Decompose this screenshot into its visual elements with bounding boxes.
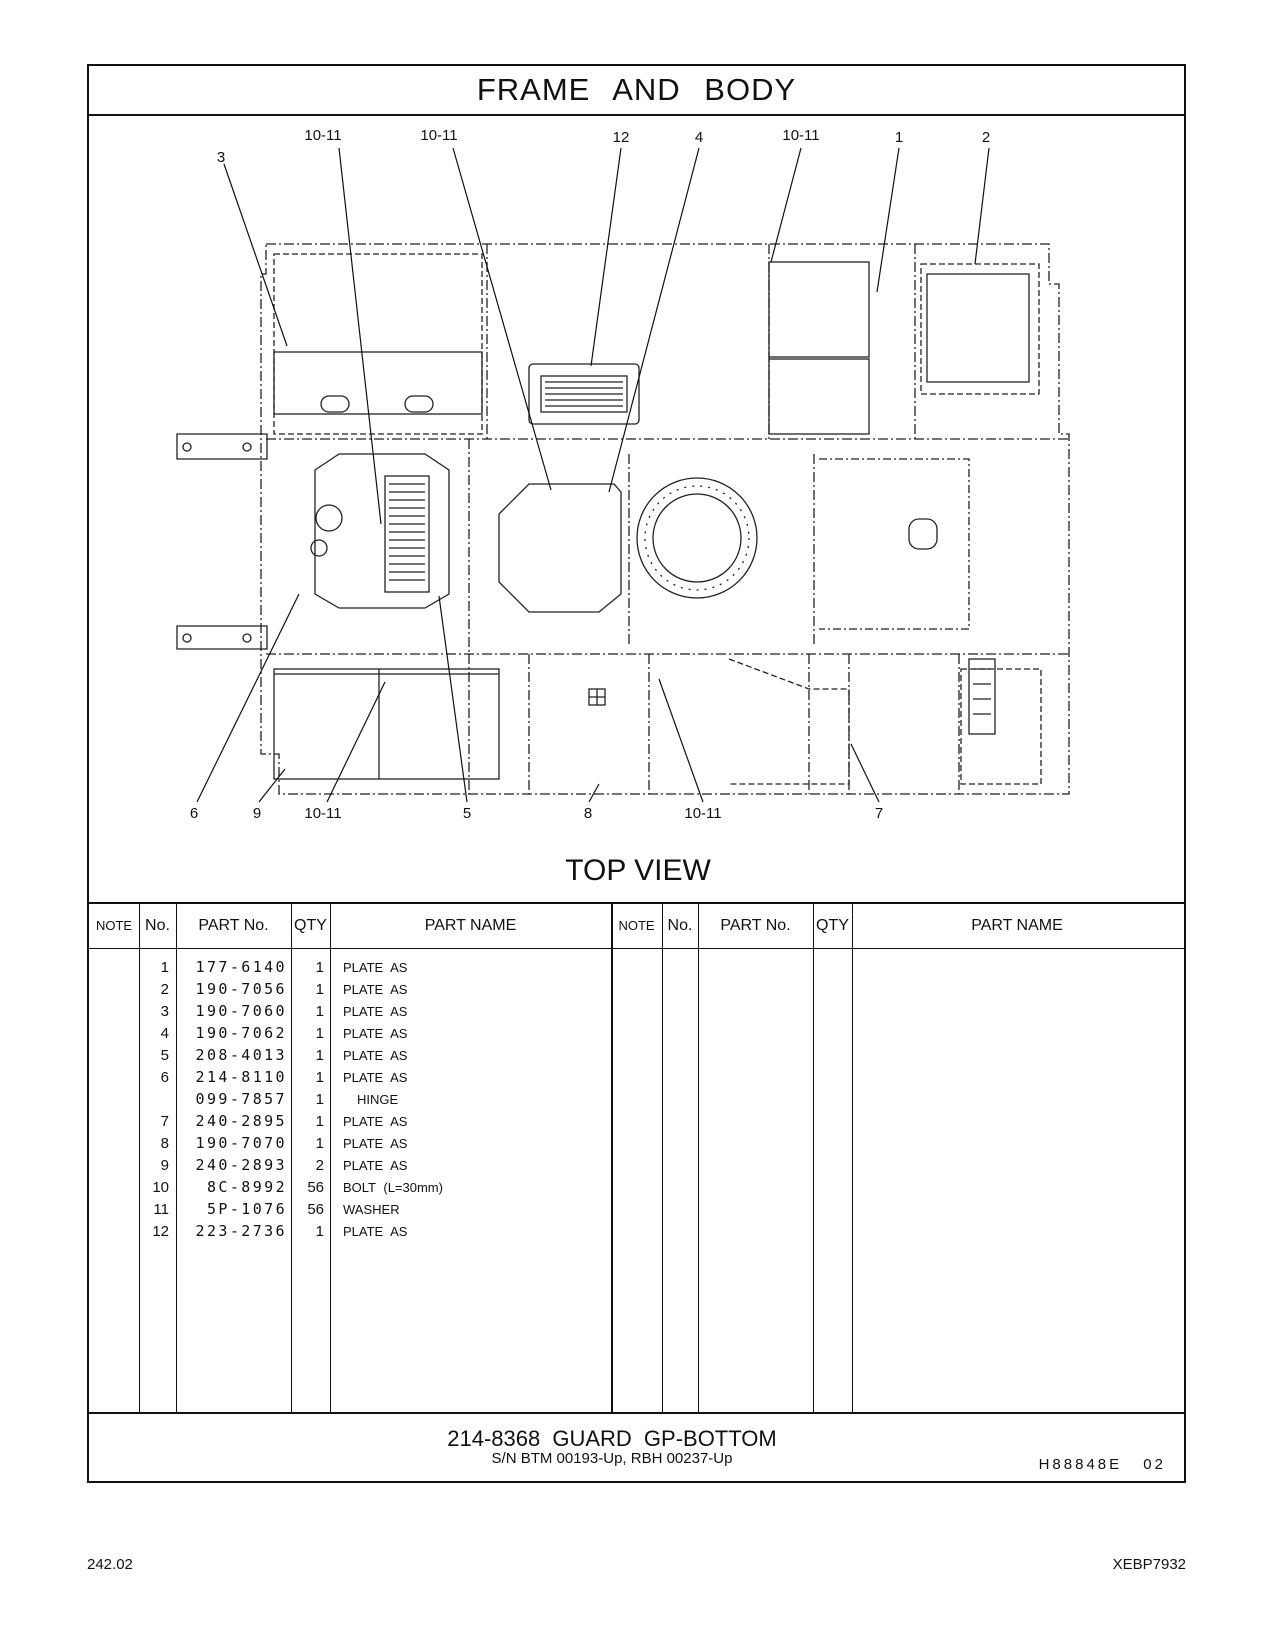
row-qty: 1 — [315, 1069, 324, 1086]
row-part-name: HINGE — [357, 1092, 399, 1107]
header-part-name: PART NAME — [424, 917, 517, 934]
header-qty-right: QTY — [816, 917, 849, 934]
callout-7: 7 — [874, 805, 884, 822]
top-view-illustration — [89, 114, 1184, 904]
row-qty: 1 — [315, 1003, 324, 1020]
row-part-no: 240-2893 — [195, 1156, 287, 1174]
row-no: 10 — [152, 1179, 169, 1196]
page-number: 242.02 — [87, 1556, 133, 1573]
row-part-name: PLATE AS — [343, 960, 408, 975]
table-row — [89, 1154, 1184, 1177]
header-no-right: No. — [667, 917, 693, 934]
callout-10-11-d: 10-11 — [304, 805, 342, 822]
row-qty: 56 — [307, 1179, 324, 1196]
callout-9: 9 — [252, 805, 262, 822]
callout-5: 5 — [462, 805, 472, 822]
table-row — [89, 978, 1184, 1001]
row-part-name: WASHER — [343, 1202, 400, 1217]
row-no: 9 — [160, 1157, 169, 1174]
callout-1: 1 — [894, 129, 904, 146]
row-part-no: 099-7857 — [195, 1090, 287, 1108]
table-row — [89, 1022, 1184, 1045]
document-code: XEBP7932 — [1112, 1556, 1186, 1573]
header-note-right: NOTE — [618, 918, 655, 933]
row-qty: 1 — [315, 1025, 324, 1042]
header-divider — [89, 948, 1184, 949]
table-row — [89, 1000, 1184, 1023]
row-part-no: 190-7062 — [195, 1024, 287, 1042]
row-no: 1 — [160, 959, 169, 976]
row-qty: 1 — [315, 1135, 324, 1152]
table-row — [89, 1110, 1184, 1133]
header-part-no-right: PART No. — [720, 917, 791, 934]
row-no: 8 — [160, 1135, 169, 1152]
section-title: FRAME AND BODY — [89, 66, 1184, 116]
view-label: TOP VIEW — [565, 854, 711, 887]
parts-table — [89, 902, 1184, 1414]
serial-number-range: S/N BTM 00193-Up, RBH 00237-Up — [491, 1450, 733, 1467]
table-row — [89, 1132, 1184, 1155]
row-no: 5 — [160, 1047, 169, 1064]
callout-4: 4 — [694, 129, 704, 146]
row-qty: 56 — [307, 1201, 324, 1218]
row-no: 2 — [160, 981, 169, 998]
callout-10-11-b: 10-11 — [420, 127, 458, 144]
row-part-name: PLATE AS — [343, 1136, 408, 1151]
row-part-no: 223-2736 — [195, 1222, 287, 1240]
row-qty: 1 — [315, 981, 324, 998]
row-part-no: 5P-1076 — [206, 1200, 287, 1218]
callout-8: 8 — [583, 805, 593, 822]
row-no: 6 — [160, 1069, 169, 1086]
row-part-no: 190-7060 — [195, 1002, 287, 1020]
row-part-name: PLATE AS — [343, 1114, 408, 1129]
callout-3: 3 — [216, 149, 226, 166]
row-part-no: 177-6140 — [195, 958, 287, 976]
table-row — [89, 1198, 1184, 1221]
row-part-name: PLATE AS — [343, 982, 408, 997]
callout-2: 2 — [981, 129, 991, 146]
row-no — [141, 1088, 169, 1111]
row-part-no: 240-2895 — [195, 1112, 287, 1130]
row-part-no: 8C-8992 — [206, 1178, 287, 1196]
row-qty: 1 — [315, 1113, 324, 1130]
row-qty: 1 — [315, 1223, 324, 1240]
callout-10-11-c: 10-11 — [782, 127, 820, 144]
table-row — [89, 956, 1184, 979]
row-part-name: PLATE AS — [343, 1026, 408, 1041]
illustration-ref-code: H88848E 02 — [1038, 1456, 1166, 1473]
row-no: 12 — [152, 1223, 169, 1240]
table-row — [89, 1066, 1184, 1089]
table-row — [89, 1044, 1184, 1067]
row-no: 11 — [153, 1201, 169, 1218]
row-part-name: PLATE AS — [343, 1158, 408, 1173]
table-row — [89, 1220, 1184, 1243]
row-part-name: PLATE AS — [343, 1048, 408, 1063]
row-qty: 2 — [315, 1157, 324, 1174]
row-part-name: PLATE AS — [343, 1070, 408, 1085]
row-part-name: PLATE AS — [343, 1224, 408, 1239]
row-part-no: 214-8110 — [195, 1068, 287, 1086]
row-part-no: 190-7056 — [195, 980, 287, 998]
header-part-name-right: PART NAME — [971, 917, 1063, 934]
row-qty: 1 — [315, 1047, 324, 1064]
header-part-no: PART No. — [198, 917, 269, 934]
row-no: 4 — [160, 1025, 169, 1042]
callout-12: 12 — [612, 129, 630, 146]
row-part-name: PLATE AS — [343, 1004, 408, 1019]
catalog-frame — [87, 64, 1186, 1483]
table-row — [89, 1088, 1184, 1111]
header-no: No. — [145, 917, 170, 934]
header-qty: QTY — [294, 917, 327, 934]
row-no: 7 — [160, 1113, 169, 1130]
row-part-no: 208-4013 — [195, 1046, 287, 1064]
group-title: 214-8368 GUARD GP-BOTTOM — [447, 1426, 777, 1451]
row-no: 3 — [160, 1003, 169, 1020]
row-part-name: BOLT (L=30mm) — [343, 1180, 443, 1195]
parts-drawing — [89, 114, 1184, 904]
row-part-no: 190-7070 — [195, 1134, 287, 1152]
row-qty: 1 — [315, 959, 324, 976]
callout-10-11-e: 10-11 — [684, 805, 722, 822]
callout-6: 6 — [189, 805, 199, 822]
callout-10-11-a: 10-11 — [304, 127, 342, 144]
row-qty: 1 — [315, 1091, 324, 1108]
table-row — [89, 1176, 1184, 1199]
header-note: NOTE — [95, 918, 133, 933]
